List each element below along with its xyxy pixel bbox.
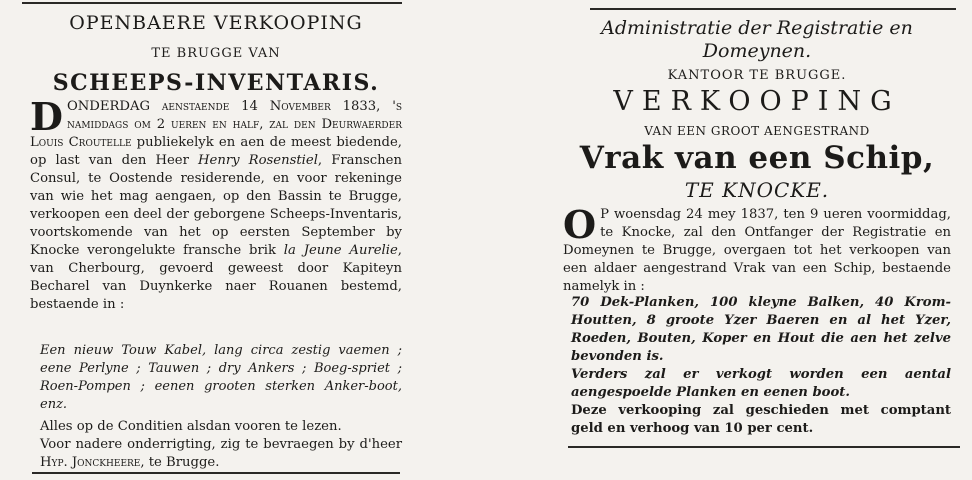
right-items: 70 Dek-Planken, 100 kleyne Balken, 40 Krom-Houtten, 8 groote Yzer Baeren en al het Yzer, Roeden, Bouten, Koper en Hout die aen het zelve bevonden is. (571, 295, 951, 364)
right-office: KANTOOR TE BRUGGE. (667, 68, 847, 83)
left-ship-name: la Jeune Aurelie (283, 243, 398, 258)
right-body-text: P woensdag 24 mey 1837, ten 9 ueren voormiddag, te Knocke, zal den Ontfanger der Registratie en Domeynen te Brugge, overgaen tot het verkoopen van een aldaer aengestrand Vrak van een Schip, bestaende namelyk in : (563, 207, 951, 294)
left-consul-name: Henry Rosenstiel (198, 153, 318, 168)
left-subtitle: TE BRUGGE VAN (151, 46, 281, 61)
left-body (30, 94, 402, 314)
right-sale-heading: VERKOOPING (613, 86, 901, 117)
left-bailiff-name: Louis Croutelle (30, 135, 132, 150)
left-body-b: publiekelyk en aen de meest biedende, op last van den Heer (30, 135, 402, 168)
left-top-rule (22, 2, 402, 4)
left-body-d: , van Cherbourg, gevoerd geweest door Kapiteyn Becharel van Duynkerke naer Rouanen bestemd, bestaende in : (30, 243, 402, 312)
right-headline: Vrak van een Schip, (579, 140, 935, 176)
left-contact-block (30, 436, 402, 472)
left-items: Een nieuw Touw Kabel, lang circa zestig vaemen ; eene Perlyne ; Tauwen ; dry Ankers ; Boeg-spriet ; Roen-Pompen ; eenen grooten sterken Anker-boot, enz. (40, 343, 402, 412)
left-contact-name: Hyp. Jonckheere (40, 455, 141, 470)
right-title: Administratie der Registratie en (601, 17, 913, 39)
right-bottom-rule (568, 446, 960, 448)
right-dropcap: O (563, 202, 597, 247)
left-dropcap: D (30, 94, 63, 139)
right-top-rule (590, 8, 956, 10)
left-body-c: , Franschen Consul, te Oostende residerende, en voor rekeninge van wie het mag aengaen, op den Bassin te Brugge, verkoopen een deel der geborgene Scheeps-Inventaris, voortskomende van het op eersten September by Knocke verongelukte fransche brik (30, 153, 402, 258)
left-intro: ONDERDAG aenstaende 14 November 1833, 's namiddags om 2 ueren en half, zal den Deurwaerder (66, 99, 402, 132)
right-terms: Deze verkooping zal geschieden met comptant geld en verhoog van 10 per cent. (571, 403, 951, 436)
right-subtitle: VAN EEN GROOT AENGESTRAND (644, 124, 870, 138)
right-location: TE KNOCKE. (684, 178, 830, 202)
right-extra: Verders zal er verkogt worden een aental aengespoelde Planken en eenen boot. (571, 367, 951, 400)
left-bottom-rule (32, 472, 400, 474)
left-conditions: Alles op de Conditien alsdan vooren te lezen. (40, 419, 342, 434)
left-info: Voor nadere onderrigting, zig te bevraegen by d'heer (40, 437, 402, 452)
left-title: OPENBAERE VERKOOPING (69, 12, 363, 34)
left-place: , te Brugge. (140, 455, 220, 470)
left-headline: SCHEEPS-INVENTARIS. (52, 70, 380, 96)
right-body (563, 202, 951, 296)
right-title-2: Domeynen. (702, 40, 812, 62)
